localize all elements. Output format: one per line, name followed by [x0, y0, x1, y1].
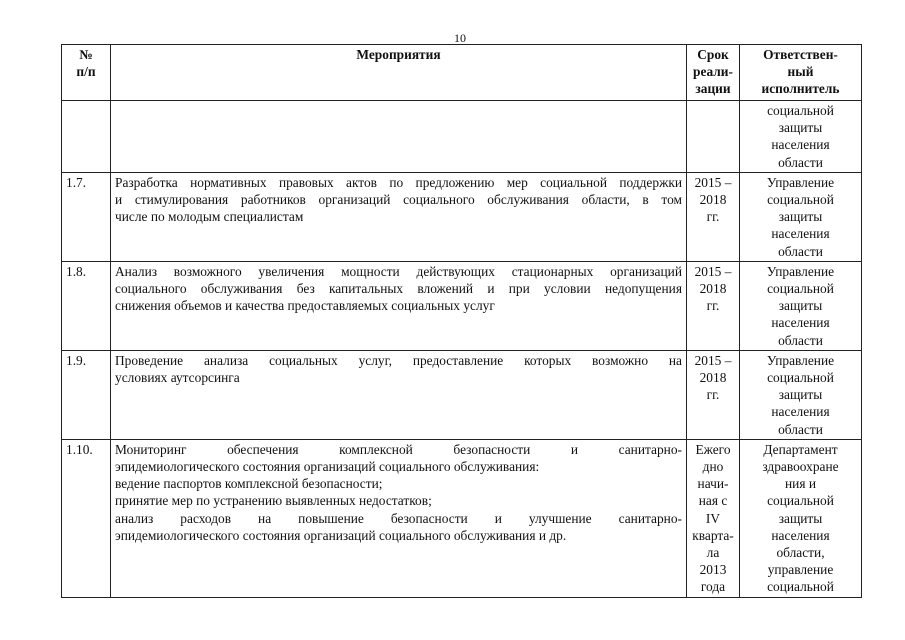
row-executor: [740, 172, 862, 261]
row-activity: [111, 172, 687, 261]
activity-line: Разработка нормативных правовых актов по предложению мер социальной поддержки: [115, 174, 682, 190]
row-executor: [740, 101, 862, 173]
term-line: Ежего: [695, 441, 731, 457]
executor-line: области,: [776, 545, 825, 561]
executor-line: защиты: [778, 209, 823, 225]
activity-line: Проведение анализа социальных услуг, предоставление которых возможно на: [115, 352, 682, 368]
term-line: дно: [702, 459, 724, 475]
header-activity: Мероприятия: [111, 45, 687, 101]
term-line: ла: [706, 545, 720, 561]
executor-line: защиты: [778, 298, 823, 314]
header-term: Срок реали- зации: [687, 45, 740, 101]
row-number: 1.7.: [62, 172, 111, 261]
activity-line: эпидемиологического состояния организаций социального обслуживания:: [115, 459, 540, 475]
row-activity: [111, 439, 687, 597]
activity-line: эпидемиологического состояния организаций социального обслуживания и др.: [115, 527, 567, 543]
row-activity: [111, 101, 687, 173]
term-line: кварта-: [692, 527, 734, 543]
executor-line: населения: [771, 527, 830, 543]
header-num: № п/п: [62, 45, 111, 101]
row-number: 1.9.: [62, 350, 111, 439]
table-row: [62, 350, 862, 439]
executor-line: социальной: [767, 192, 834, 208]
executor-line: Управление: [766, 352, 835, 368]
term-line: 2015 –: [694, 174, 732, 190]
row-number: 1.8.: [62, 261, 111, 350]
executor-line: защиты: [778, 387, 823, 403]
executor-line: области: [778, 154, 823, 170]
row-term: [687, 101, 740, 173]
activity-line: анализ расходов на повышение безопасности и улучшение санитарно-: [115, 510, 682, 526]
executor-line: защиты: [778, 120, 823, 136]
activity-line: Анализ возможного увеличения мощности действующих стационарных организаций: [115, 263, 682, 279]
table-row: [62, 439, 862, 597]
term-line: гг.: [706, 387, 720, 403]
executor-line: Департамент: [763, 441, 838, 457]
term-line: 2018: [699, 281, 727, 297]
row-executor: [740, 350, 862, 439]
activity-line: принятие мер по устранению выявленных недостатков;: [115, 493, 432, 509]
executor-line: социальной: [767, 103, 834, 118]
term-line: гг.: [706, 298, 720, 314]
executor-line: управление: [767, 562, 834, 578]
activity-line: ведение паспортов комплексной безопасности;: [115, 476, 383, 492]
activity-line: условиях аутсорсинга: [115, 370, 240, 386]
term-line: 2018: [699, 370, 727, 386]
activity-line: и стимулирования работников организаций социального обслуживания области, в том: [115, 192, 682, 208]
row-activity: [111, 261, 687, 350]
term-line: начи-: [697, 476, 729, 492]
row-term: [687, 350, 740, 439]
executor-line: области: [778, 332, 823, 348]
table-body: [62, 101, 862, 598]
executor-line: социальной: [767, 493, 834, 509]
page-number: 10: [454, 31, 466, 45]
activity-line: снижения объемов и качества предоставляемых социальных услуг: [115, 298, 495, 314]
table-row: [62, 172, 862, 261]
executor-line: населения: [771, 404, 830, 420]
term-line: 2018: [699, 192, 727, 208]
activity-line: числе по молодым специалистам: [115, 209, 304, 225]
executor-line: социальной: [767, 370, 834, 386]
activity-line: социального обслуживания без капитальных вложений и при условии недопущения: [115, 281, 682, 297]
activities-table: [61, 44, 862, 598]
executor-line: Управление: [766, 263, 835, 279]
row-number: 1.10.: [62, 439, 111, 597]
executor-line: социальной: [767, 281, 834, 297]
term-line: гг.: [706, 209, 720, 225]
row-term: [687, 172, 740, 261]
term-line: года: [700, 579, 726, 595]
row-term: [687, 439, 740, 597]
executor-line: населения: [771, 226, 830, 242]
executor-line: населения: [771, 315, 830, 331]
executor-line: защиты: [778, 510, 823, 526]
header-executor: Ответствен- ный исполнитель: [740, 45, 862, 101]
executor-line: Управление: [766, 174, 835, 190]
executor-line: ния и: [784, 476, 816, 492]
row-number: [62, 101, 111, 173]
executor-line: здравоохране: [762, 459, 839, 475]
term-line: 2015 –: [694, 352, 732, 368]
row-term: [687, 261, 740, 350]
row-activity: [111, 350, 687, 439]
table-header-row: [62, 45, 862, 101]
executor-line: области: [778, 421, 823, 437]
term-line: IV: [705, 510, 721, 526]
executor-line: социальной: [767, 579, 834, 595]
row-executor: [740, 439, 862, 597]
executor-line: населения: [771, 137, 830, 153]
term-line: 2015 –: [694, 263, 732, 279]
term-line: 2013: [699, 562, 727, 578]
executor-line: области: [778, 243, 823, 259]
table-row: [62, 101, 862, 173]
term-line: ная с: [698, 493, 728, 509]
activity-line: Мониторинг обеспечения комплексной безопасности и санитарно-: [115, 441, 682, 457]
row-executor: [740, 261, 862, 350]
table-row: [62, 261, 862, 350]
